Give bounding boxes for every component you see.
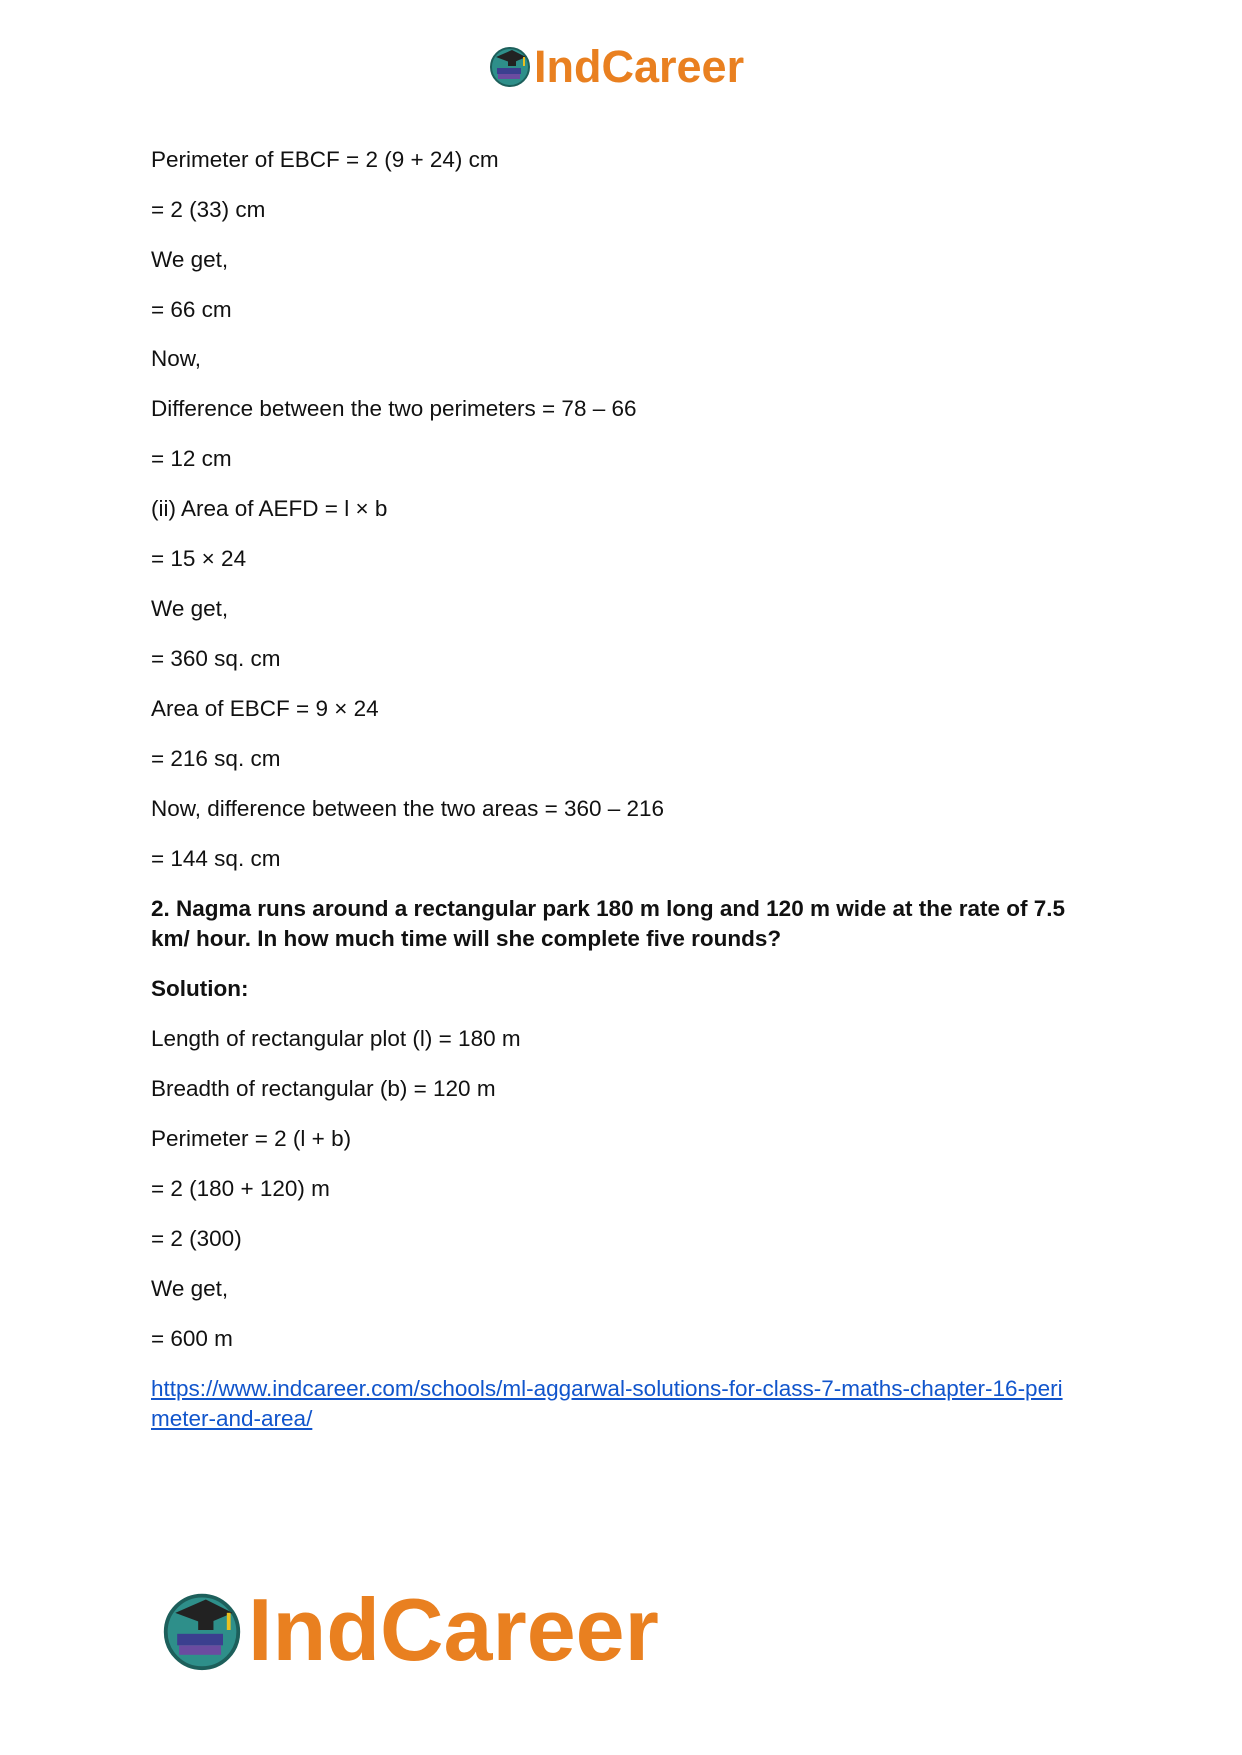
text-line: Length of rectangular plot (l) = 180 m <box>151 1026 521 1051</box>
text-line: Perimeter = 2 (l + b) <box>151 1126 352 1151</box>
text-line: Now, difference between the two areas = 360 – 216 <box>151 796 665 821</box>
text-line: We get, <box>151 247 229 272</box>
text-line: = 216 sq. cm <box>151 746 281 771</box>
text-line: = 2 (300) <box>151 1226 242 1251</box>
text-line: Breadth of rectangular (b) = 120 m <box>151 1076 496 1101</box>
source-link-line-2[interactable]: meter-and-area/ <box>151 1406 313 1431</box>
graduation-book-icon <box>488 44 532 88</box>
graduation-book-icon <box>160 1588 244 1672</box>
text-line: (ii) Area of AEFD = l × b <box>151 496 388 521</box>
text-line: We get, <box>151 596 229 621</box>
text-line: Now, <box>151 346 202 371</box>
text-line: Perimeter of EBCF = 2 (9 + 24) cm <box>151 147 499 172</box>
text-line: = 144 sq. cm <box>151 846 281 871</box>
text-line: = 360 sq. cm <box>151 646 281 671</box>
solution-label: Solution: <box>151 976 249 1001</box>
question-line-1: 2. Nagma runs around a rectangular park 180 m long and 120 m wide at the rate of 7.5 <box>151 896 1066 921</box>
text-line: We get, <box>151 1276 229 1301</box>
text-line: Area of EBCF = 9 × 24 <box>151 696 379 721</box>
footer-logo <box>160 1582 659 1678</box>
question-line-2: km/ hour. In how much time will she complete five rounds? <box>151 926 782 951</box>
source-link-line-1[interactable]: https://www.indcareer.com/schools/ml-aggarwal-solutions-for-class-7-maths-chapter-16-peri <box>151 1376 1063 1401</box>
text-line: Difference between the two perimeters = 78 – 66 <box>151 396 637 421</box>
text-line: = 15 × 24 <box>151 546 247 571</box>
text-line: = 2 (180 + 120) m <box>151 1176 330 1201</box>
text-line: = 66 cm <box>151 297 232 322</box>
footer-logo-text: IndCareer <box>248 1580 659 1679</box>
text-line: = 2 (33) cm <box>151 197 266 222</box>
text-line: = 12 cm <box>151 446 232 471</box>
text-line: = 600 m <box>151 1326 233 1351</box>
header-logo-text: IndCareer <box>534 40 745 92</box>
header-logo <box>488 40 744 92</box>
